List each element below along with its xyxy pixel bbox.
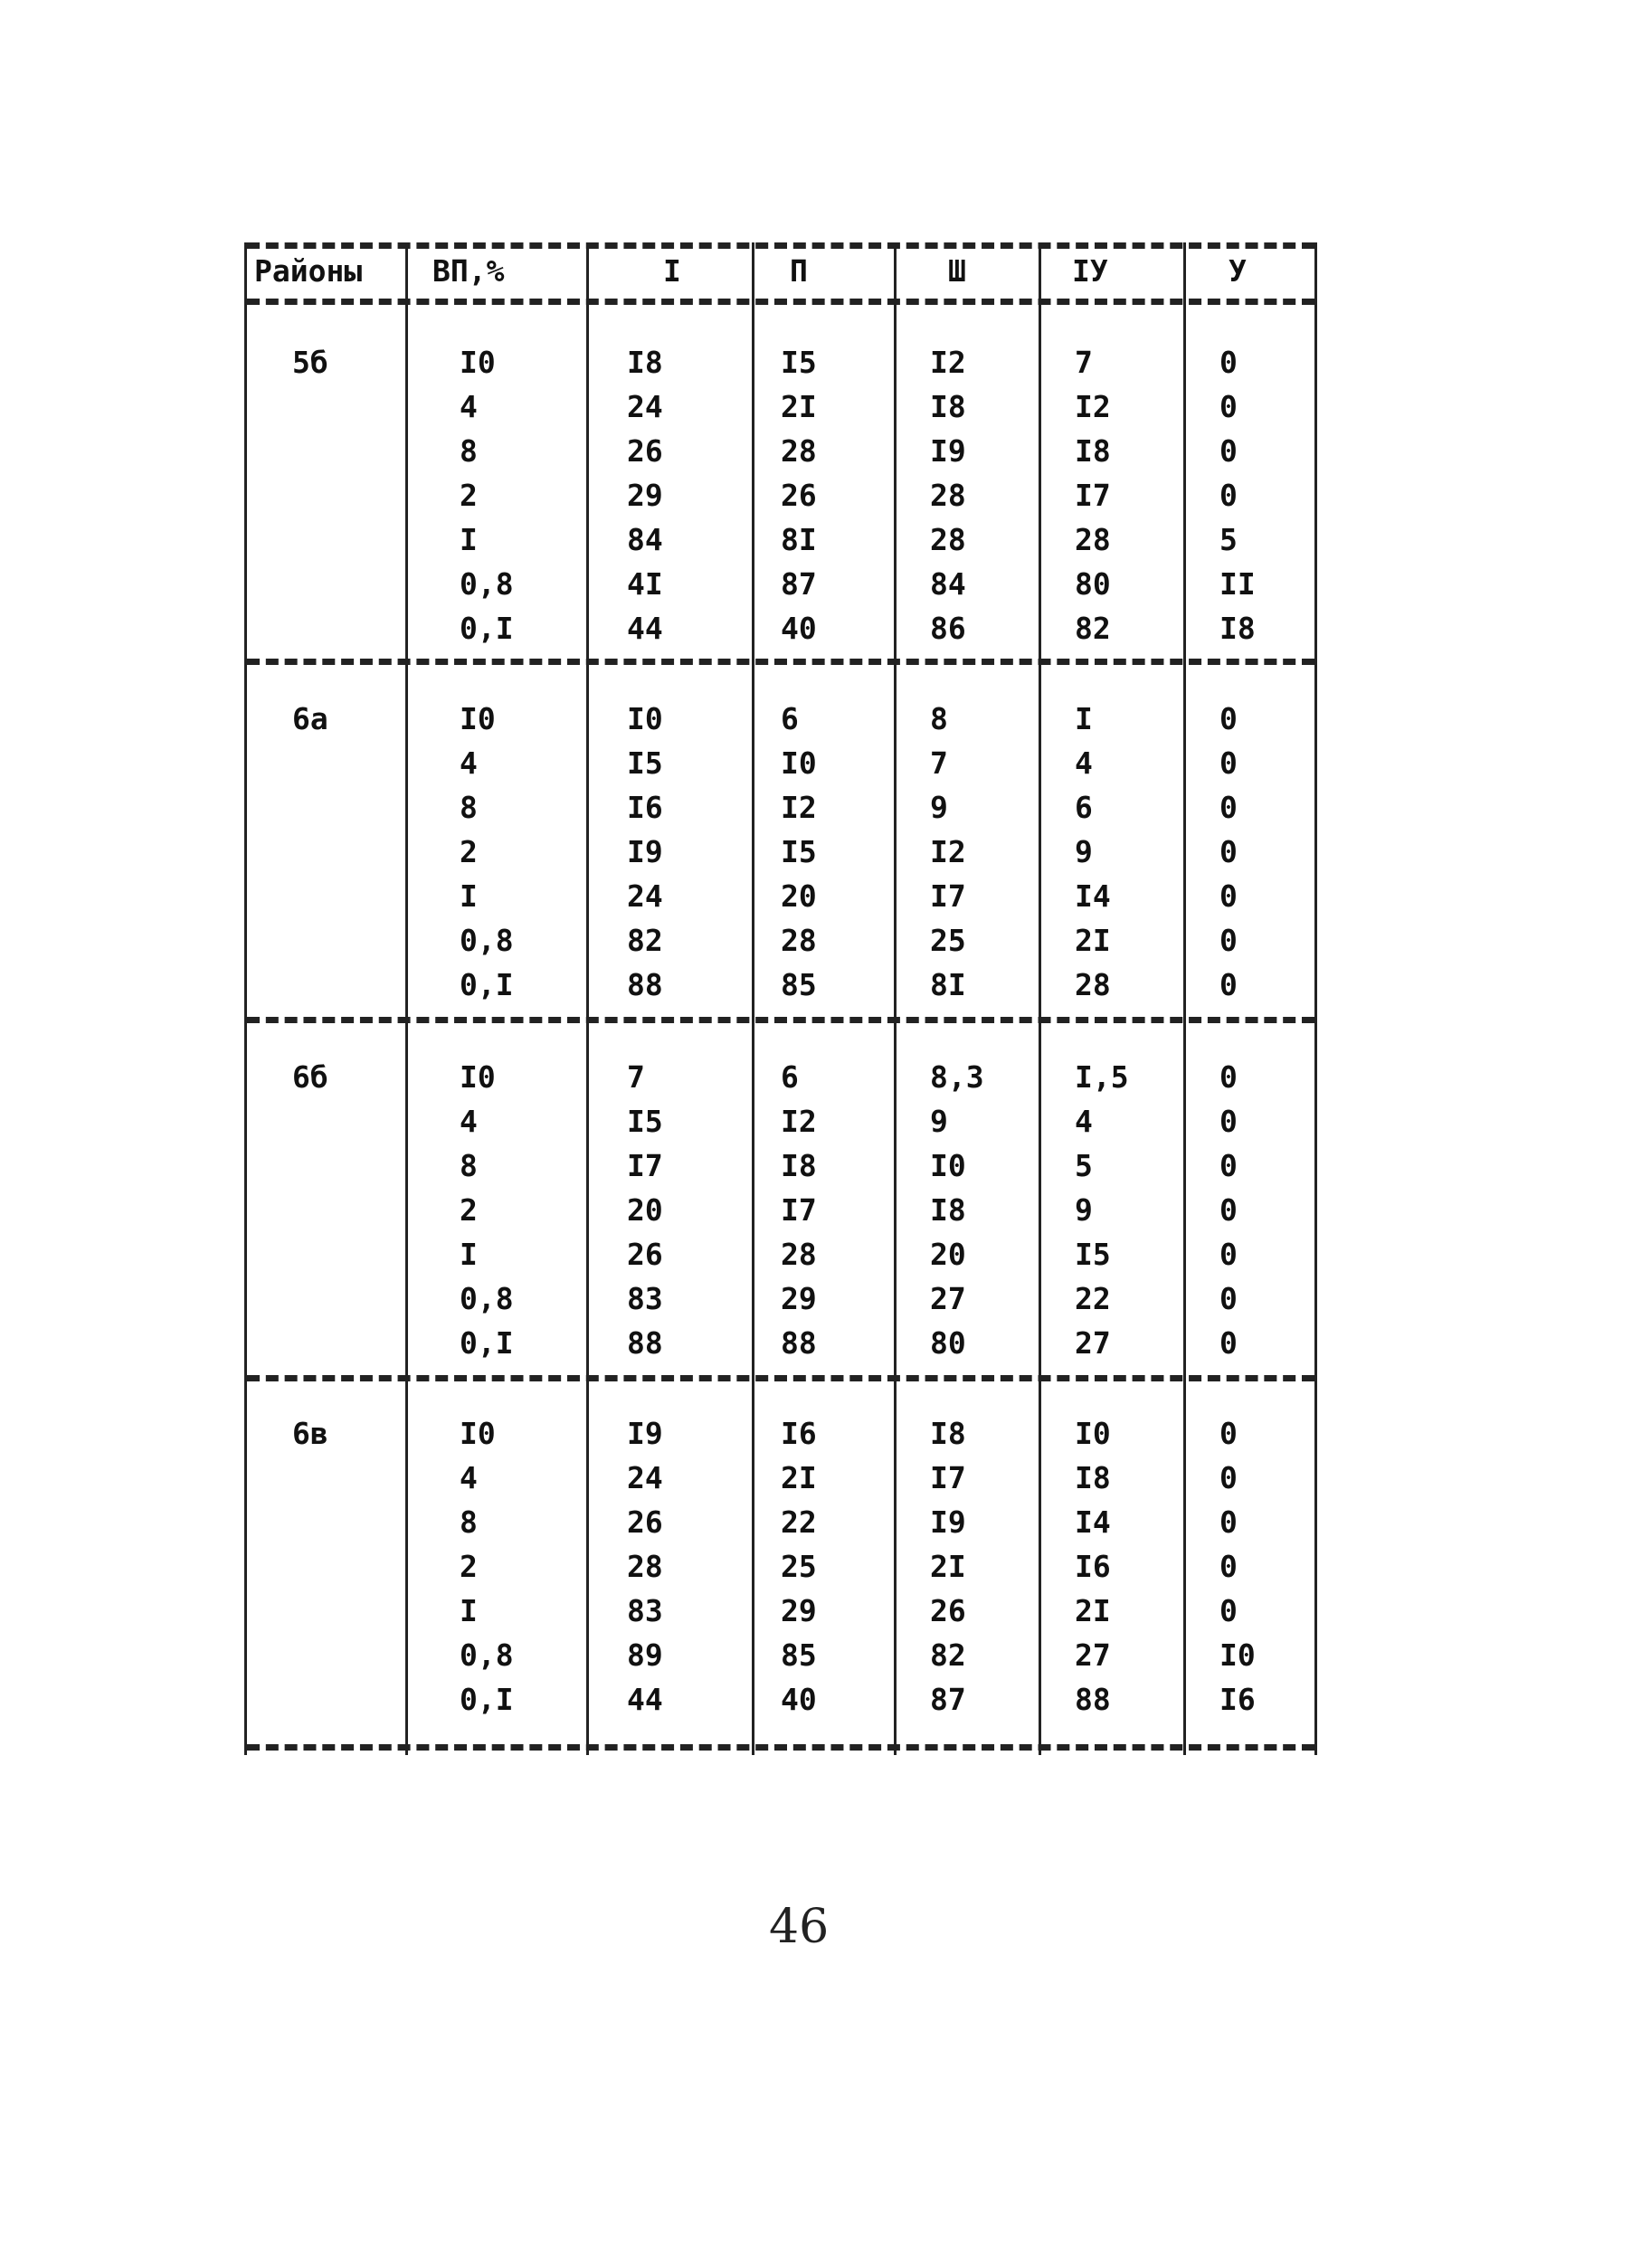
table-cell: 0 [1219, 1593, 1238, 1628]
column-divider [1039, 242, 1041, 1755]
table-cell: I5 [627, 745, 663, 781]
table-cell: 83 [627, 1281, 663, 1316]
table-cell: 27 [1075, 1325, 1111, 1361]
table-cell: 22 [781, 1504, 817, 1540]
table-cell: 6 [1075, 790, 1093, 825]
table-cell: 24 [627, 1460, 663, 1495]
table-cell: 0,I [460, 1682, 514, 1717]
table-cell: I0 [460, 1059, 496, 1095]
table-cell: I7 [930, 1460, 966, 1495]
table-cell: II [1219, 566, 1256, 602]
header-col-3: Ш [948, 253, 966, 289]
table-cell: 4 [460, 389, 478, 424]
table-cell: I8 [1075, 433, 1111, 469]
table-cell: I2 [930, 345, 966, 380]
table-cell: 9 [1075, 1192, 1093, 1228]
table-cell: 0 [1219, 1416, 1238, 1451]
table-cell: 6 [781, 1059, 799, 1095]
table-cell: 8 [460, 1504, 478, 1540]
table-cell: I0 [1075, 1416, 1111, 1451]
table-cell: I5 [1075, 1237, 1111, 1272]
table-cell: 8,3 [930, 1059, 984, 1095]
table-cell: 87 [930, 1682, 966, 1717]
table-cell: 0 [1219, 1504, 1238, 1540]
table-cell: I2 [930, 834, 966, 869]
table-cell: 0 [1219, 1549, 1238, 1584]
table-top-border [247, 242, 1314, 249]
table-cell: I9 [930, 433, 966, 469]
region-label: 6а [292, 701, 328, 736]
table-cell: 4 [460, 1460, 478, 1495]
table-cell: 5 [1075, 1148, 1093, 1183]
table-cell: 0 [1219, 345, 1238, 380]
table-cell: I8 [930, 1192, 966, 1228]
table-cell: 82 [627, 923, 663, 958]
table-cell: 0 [1219, 878, 1238, 914]
table-cell: 40 [781, 611, 817, 646]
table-cell: 4 [1075, 745, 1093, 781]
table-cell: 2I [1075, 1593, 1111, 1628]
table-cell: I2 [781, 790, 817, 825]
table-cell: 20 [627, 1192, 663, 1228]
row-separator [247, 1017, 1314, 1023]
table-cell: 0,8 [460, 923, 514, 958]
data-table [244, 242, 1317, 1755]
table-cell: 0 [1219, 1192, 1238, 1228]
table-cell: 2 [460, 1192, 478, 1228]
table-cell: 28 [627, 1549, 663, 1584]
table-cell: I8 [1075, 1460, 1111, 1495]
table-cell: 2I [781, 389, 817, 424]
table-cell: 0 [1219, 1460, 1238, 1495]
table-cell: 27 [930, 1281, 966, 1316]
table-cell: 29 [781, 1281, 817, 1316]
table-cell: 20 [930, 1237, 966, 1272]
table-cell: 4 [1075, 1104, 1093, 1139]
region-label: 6б [292, 1059, 328, 1095]
table-cell: 85 [781, 1637, 817, 1673]
table-cell: 26 [627, 1504, 663, 1540]
table-cell: 7 [930, 745, 948, 781]
header-col-1: I [663, 253, 681, 289]
table-cell: 7 [1075, 345, 1093, 380]
table-cell: 8 [930, 701, 948, 736]
header-regions: Районы [254, 253, 363, 289]
table-cell: I7 [781, 1192, 817, 1228]
column-divider [894, 242, 897, 1755]
table-cell: 28 [1075, 522, 1111, 557]
header-col-2: П [790, 253, 808, 289]
table-cell: 2 [460, 834, 478, 869]
table-cell: 88 [1075, 1682, 1111, 1717]
header-vp-percent: ВП,% [432, 253, 505, 289]
table-cell: 0 [1219, 701, 1238, 736]
table-cell: 0,I [460, 967, 514, 1002]
table-cell: I0 [460, 701, 496, 736]
table-cell: I7 [930, 878, 966, 914]
table-cell: I0 [930, 1148, 966, 1183]
table-cell: 0,I [460, 611, 514, 646]
table-cell: I [460, 878, 478, 914]
table-cell: 4 [460, 745, 478, 781]
table-cell: I0 [460, 345, 496, 380]
table-cell: 25 [930, 923, 966, 958]
table-cell: I [1075, 701, 1093, 736]
table-cell: 8I [781, 522, 817, 557]
row-separator [247, 1375, 1314, 1381]
table-cell: I [460, 522, 478, 557]
table-cell: 28 [930, 478, 966, 513]
table-cell: 82 [1075, 611, 1111, 646]
table-cell: 26 [627, 1237, 663, 1272]
table-cell: I8 [781, 1148, 817, 1183]
table-cell: 0,I [460, 1325, 514, 1361]
table-cell: 28 [930, 522, 966, 557]
table-cell: 0 [1219, 478, 1238, 513]
table-cell: 0,8 [460, 1281, 514, 1316]
table-cell: I4 [1075, 1504, 1111, 1540]
table-cell: 29 [781, 1593, 817, 1628]
table-cell: I8 [1219, 611, 1256, 646]
table-cell: 26 [930, 1593, 966, 1628]
table-cell: 0 [1219, 1281, 1238, 1316]
column-divider [586, 242, 589, 1755]
table-cell: 2I [781, 1460, 817, 1495]
table-cell: I0 [460, 1416, 496, 1451]
table-cell: 28 [781, 923, 817, 958]
table-cell: 0 [1219, 433, 1238, 469]
row-separator [247, 299, 1314, 305]
table-cell: 5 [1219, 522, 1238, 557]
table-cell: I5 [781, 345, 817, 380]
table-cell: 0 [1219, 1237, 1238, 1272]
table-cell: I6 [1075, 1549, 1111, 1584]
table-cell: I6 [627, 790, 663, 825]
column-divider [405, 242, 408, 1755]
table-cell: 7 [627, 1059, 645, 1095]
table-cell: 88 [627, 1325, 663, 1361]
table-cell: 8I [930, 967, 966, 1002]
table-cell: 28 [781, 1237, 817, 1272]
table-cell: 0 [1219, 1104, 1238, 1139]
row-separator [247, 1744, 1314, 1751]
table-cell: 85 [781, 967, 817, 1002]
table-cell: I4 [1075, 878, 1111, 914]
table-cell: 8 [460, 790, 478, 825]
table-cell: 25 [781, 1549, 817, 1584]
region-label: 5б [292, 345, 328, 380]
region-label: 6в [292, 1416, 328, 1451]
table-cell: 0 [1219, 834, 1238, 869]
table-cell: 26 [781, 478, 817, 513]
table-cell: 44 [627, 1682, 663, 1717]
table-cell: 26 [627, 433, 663, 469]
table-cell: 88 [627, 967, 663, 1002]
table-cell: I0 [1219, 1637, 1256, 1673]
table-cell: I8 [627, 345, 663, 380]
table-cell: 0 [1219, 745, 1238, 781]
column-divider [752, 242, 754, 1755]
table-cell: 8 [460, 433, 478, 469]
table-cell: I5 [627, 1104, 663, 1139]
table-cell: I [460, 1237, 478, 1272]
table-cell: I9 [930, 1504, 966, 1540]
table-cell: I9 [627, 834, 663, 869]
table-cell: 0,8 [460, 566, 514, 602]
table-cell: 6 [781, 701, 799, 736]
table-cell: I0 [627, 701, 663, 736]
table-cell: 82 [930, 1637, 966, 1673]
table-cell: 88 [781, 1325, 817, 1361]
table-cell: 86 [930, 611, 966, 646]
table-cell: 2I [930, 1549, 966, 1584]
header-col-4: IУ [1072, 253, 1108, 289]
table-cell: I6 [1219, 1682, 1256, 1717]
table-cell: 28 [1075, 967, 1111, 1002]
table-cell: I2 [1075, 389, 1111, 424]
table-cell: I7 [1075, 478, 1111, 513]
table-cell: 4 [460, 1104, 478, 1139]
table-cell: 80 [930, 1325, 966, 1361]
table-cell: 0 [1219, 1325, 1238, 1361]
table-cell: 28 [781, 433, 817, 469]
table-cell: 83 [627, 1593, 663, 1628]
table-cell: 0 [1219, 790, 1238, 825]
table-cell: I6 [781, 1416, 817, 1451]
table-cell: I8 [930, 389, 966, 424]
column-divider [1183, 242, 1186, 1755]
table-cell: I5 [781, 834, 817, 869]
table-cell: I7 [627, 1148, 663, 1183]
table-cell: I8 [930, 1416, 966, 1451]
table-cell: 2I [1075, 923, 1111, 958]
table-cell: 0 [1219, 967, 1238, 1002]
table-cell: 0 [1219, 1148, 1238, 1183]
table-cell: 84 [627, 522, 663, 557]
table-cell: I2 [781, 1104, 817, 1139]
table-cell: 0 [1219, 923, 1238, 958]
table-cell: 20 [781, 878, 817, 914]
table-cell: 0 [1219, 389, 1238, 424]
table-cell: 0 [1219, 1059, 1238, 1095]
table-cell: 22 [1075, 1281, 1111, 1316]
table-cell: 27 [1075, 1637, 1111, 1673]
table-cell: 44 [627, 611, 663, 646]
page-number: 46 [769, 1900, 830, 1954]
table-cell: 8 [460, 1148, 478, 1183]
table-cell: 0,8 [460, 1637, 514, 1673]
table-cell: 9 [930, 1104, 948, 1139]
table-cell: 24 [627, 878, 663, 914]
table-cell: 24 [627, 389, 663, 424]
table-cell: I [460, 1593, 478, 1628]
table-cell: 89 [627, 1637, 663, 1673]
table-cell: 40 [781, 1682, 817, 1717]
table-cell: 9 [1075, 834, 1093, 869]
table-cell: 2 [460, 1549, 478, 1584]
table-cell: 84 [930, 566, 966, 602]
table-cell: 80 [1075, 566, 1111, 602]
table-cell: I,5 [1075, 1059, 1129, 1095]
table-cell: 9 [930, 790, 948, 825]
table-cell: 4I [627, 566, 663, 602]
table-cell: 29 [627, 478, 663, 513]
row-separator [247, 659, 1314, 665]
table-cell: 2 [460, 478, 478, 513]
table-cell: I0 [781, 745, 817, 781]
table-cell: 87 [781, 566, 817, 602]
header-col-5: У [1229, 253, 1247, 289]
table-cell: I9 [627, 1416, 663, 1451]
